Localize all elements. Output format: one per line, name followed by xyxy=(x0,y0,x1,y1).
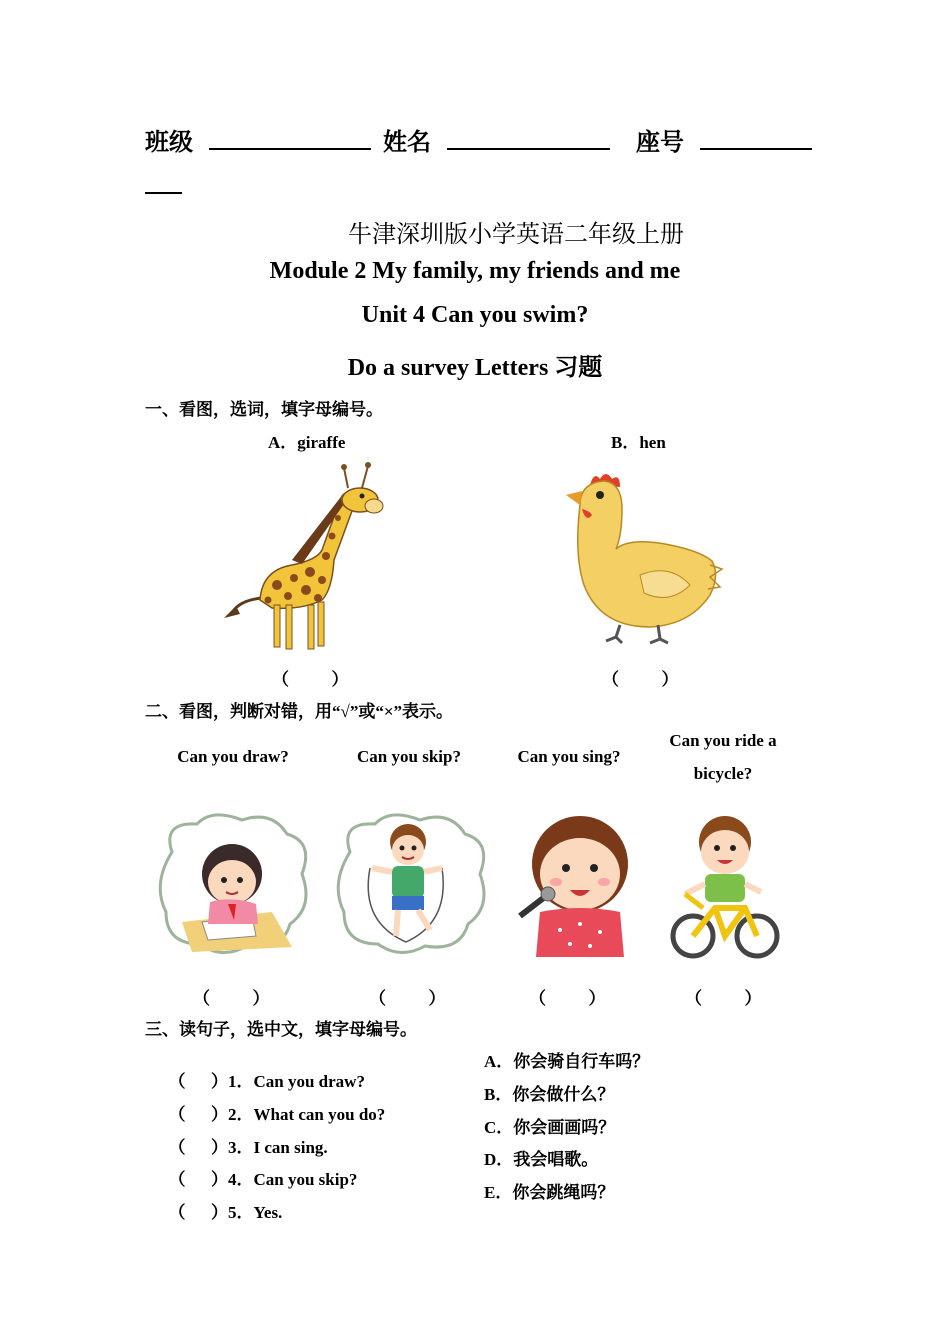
item-number: 1． xyxy=(228,1072,254,1091)
answer-paren[interactable]: （ ） xyxy=(168,1105,228,1124)
module-title: Module 2 My family, my friends and me xyxy=(269,258,681,284)
answer-paren-draw[interactable]: （ ） xyxy=(193,989,270,1008)
sentence-text: Yes. xyxy=(253,1203,283,1222)
item-number: 2． xyxy=(228,1105,254,1124)
seat-blank[interactable] xyxy=(700,126,812,150)
answer-paren[interactable]: （ ） xyxy=(168,1072,228,1091)
answer-paren[interactable]: （ ） xyxy=(168,1170,228,1189)
answer-paren-sing[interactable]: （ ） xyxy=(529,989,606,1008)
section3-heading: 三、读句子，选中文，填字母编号。 xyxy=(145,1020,417,1039)
choice-letter: B． xyxy=(484,1085,513,1104)
choice-letter: D． xyxy=(484,1150,514,1169)
sentence-text: I can sing. xyxy=(253,1138,328,1157)
answer-paren-ride[interactable]: （ ） xyxy=(685,989,762,1008)
sentence-text: Can you skip? xyxy=(253,1170,358,1189)
item-number: 4． xyxy=(228,1170,254,1189)
sentence-text: Can you draw? xyxy=(253,1072,365,1091)
choice-b xyxy=(484,1080,614,1105)
unit-title: Unit 4 Can you swim? xyxy=(361,302,589,328)
choice-text: 你会画画吗？ xyxy=(513,1118,616,1137)
class-label: 班级 xyxy=(145,130,193,156)
answer-paren-1[interactable]: （ ） xyxy=(272,670,349,689)
lesson-title: Do a survey Letters 习题 xyxy=(347,355,603,381)
question-ride-line1: Can you ride a xyxy=(669,731,777,750)
sentence-row-5 xyxy=(160,1178,282,1223)
answer-paren-skip[interactable]: （ ） xyxy=(369,989,446,1008)
choice-letter: E． xyxy=(484,1183,513,1202)
item-number: 3． xyxy=(228,1138,254,1157)
question-sing: Can you sing? xyxy=(517,747,621,766)
name-label: 姓名 xyxy=(383,130,431,156)
choice-c xyxy=(484,1113,615,1138)
hen-picture xyxy=(560,465,725,645)
girl-drawing-picture xyxy=(152,812,312,957)
question-ride-line2: bicycle? xyxy=(693,764,753,783)
option-a: A．giraffe xyxy=(268,433,346,452)
answer-paren-2[interactable]: （ ） xyxy=(602,670,679,689)
choice-text: 你会做什么？ xyxy=(512,1085,615,1104)
section1-heading: 一、看图，选词，填字母编号。 xyxy=(145,400,383,419)
question-draw: Can you draw? xyxy=(177,747,289,766)
choice-letter: C． xyxy=(484,1118,514,1137)
question-skip: Can you skip? xyxy=(357,747,461,766)
student-info-line xyxy=(145,122,812,157)
seat-blank-continuation xyxy=(145,192,182,194)
item-number: 5． xyxy=(228,1203,254,1222)
seat-label: 座号 xyxy=(636,130,684,156)
section2-heading: 二、看图，判断对错，用“√”或“×”表示。 xyxy=(145,702,454,721)
answer-paren[interactable]: （ ） xyxy=(168,1203,228,1222)
choice-e xyxy=(484,1178,614,1203)
choice-text: 我会唱歌。 xyxy=(513,1150,599,1169)
sentence-text: What can you do? xyxy=(253,1105,386,1124)
giraffe-picture xyxy=(222,460,392,655)
choice-text: 你会骑自行车吗？ xyxy=(513,1052,650,1071)
choice-d xyxy=(484,1145,598,1170)
class-blank[interactable] xyxy=(209,126,371,150)
option-b: B．hen xyxy=(611,433,666,452)
boy-skipping-picture xyxy=(330,812,490,957)
choice-text: 你会跳绳吗？ xyxy=(512,1183,615,1202)
name-blank[interactable] xyxy=(447,126,610,150)
girl-singing-picture xyxy=(510,812,635,957)
choice-letter: A． xyxy=(484,1052,514,1071)
answer-paren[interactable]: （ ） xyxy=(168,1138,228,1157)
boy-cycling-picture xyxy=(665,812,785,962)
book-title: 牛津深圳版小学英语二年级上册 xyxy=(348,220,684,248)
choice-a xyxy=(484,1047,649,1072)
